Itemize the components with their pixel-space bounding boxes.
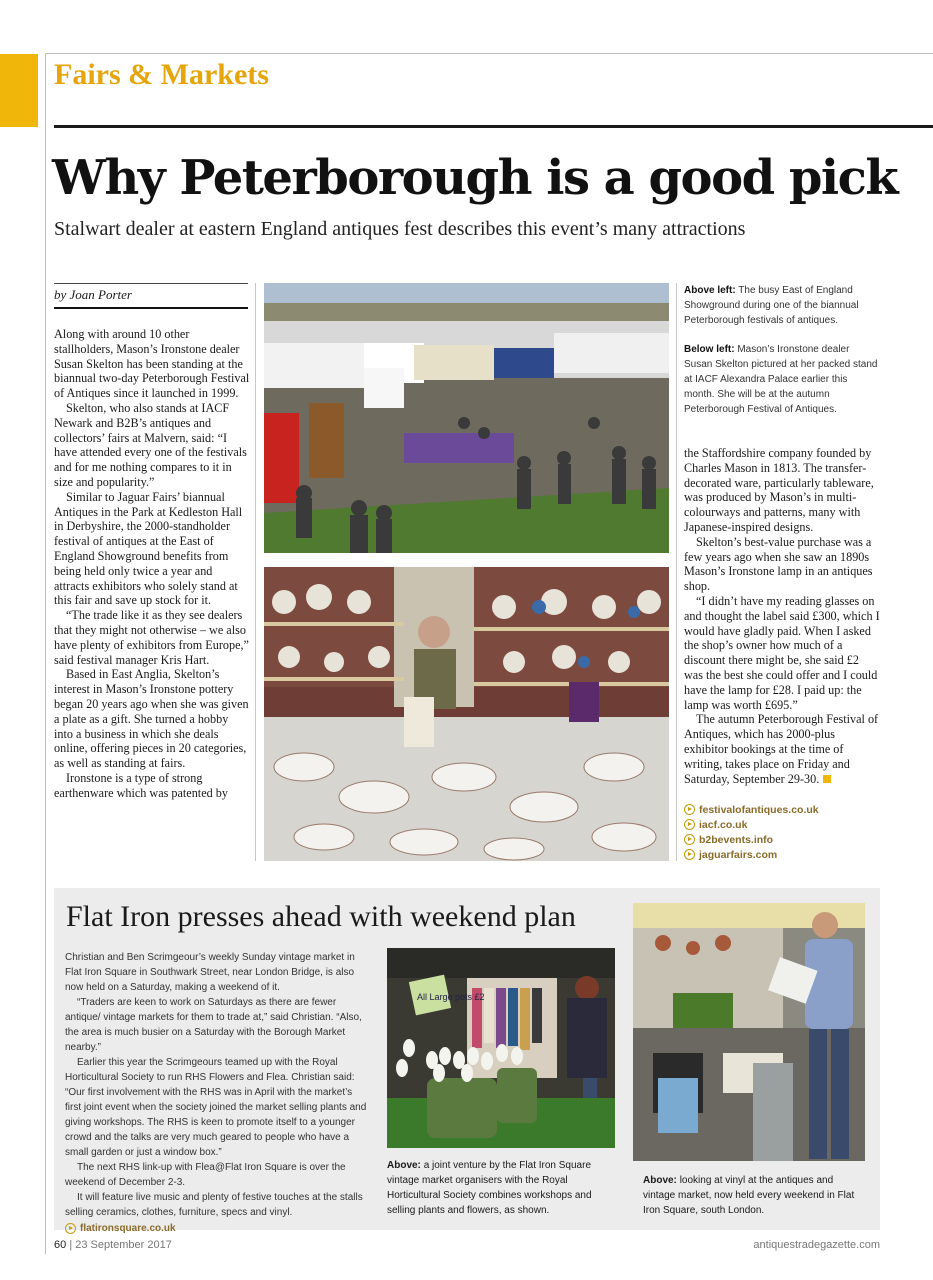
caption-text: Mason’s Ironstone dealer Susan Skelton pictured at her packed stand at IACF Alexandra Palace earlier this month. She will be at the autumn Peterborough Festival of Antiques. [684, 344, 878, 415]
section-tab [0, 54, 38, 127]
vinyl-caption [643, 1173, 868, 1218]
vinyl-photo [633, 903, 865, 1161]
link-b2bevents[interactable]: b2bevents.info [684, 832, 819, 847]
top-rule [45, 53, 933, 54]
box-title: Flat Iron presses ahead with weekend plan [66, 900, 576, 933]
footer-separator: | [69, 1239, 76, 1251]
page-number: 60 [54, 1239, 67, 1251]
issue-date: 23 September 2017 [75, 1239, 172, 1251]
link-jaguarfairs[interactable]: jaguarfairs.com [684, 847, 819, 862]
column-rule [676, 283, 677, 861]
box-text [65, 950, 370, 1236]
paragraph: “I didn’t have my reading glasses on and thought the label said £300, which I would have gladly paid. When I asked the shop’s owner how much of a discount there might be, she said £2 was the best she could offer and I could have the lamp for £28. I paid up: the lamp was worth £695.” [684, 593, 880, 712]
link-iacf[interactable]: iacf.co.uk [684, 817, 819, 832]
article-column-3 [684, 446, 880, 786]
paragraph: Christian and Ben Scrimgeour’s weekly Sunday vintage market in Flat Iron Square in Southwark Street, near London Bridge, is also now held on a Saturday, making a weekend of it. [65, 952, 355, 993]
vinyl-illustration [633, 903, 865, 1161]
paragraph: The next RHS link-up with Flea@Flat Iron Square is over the weekend of December 2-3. [65, 1162, 346, 1188]
caption-below-left [684, 342, 879, 417]
paragraph: Based in East Anglia, Skelton’s interest in Mason’s Ironstone pottery began 20 years ago when she was given a plate as a gift. She turned a hobby into a business in which she deals online, offering pieces in 20 categories, as well as standing at fairs. [54, 667, 249, 771]
column-rule [255, 283, 256, 861]
headline: Why Peterborough is a good pick [52, 150, 898, 206]
caption-above-left [684, 283, 874, 328]
header-rule [54, 125, 933, 128]
arrow-icon [684, 804, 695, 815]
arrow-icon [684, 834, 695, 845]
caption-label: Above: [387, 1160, 421, 1171]
paragraph: Along with around 10 other stallholders, Mason’s Ironstone dealer Susan Skelton has been standing at the biannual two-day Peterborough Festival of Antiques since it launched in 1999. [54, 327, 250, 401]
link-list [684, 802, 819, 862]
paragraph: The autumn Peterborough Festival of Antiques, which has 2000-plus exhibitor bookings at the time of writing, takes place on Friday and Saturday, September 29-30. [684, 712, 879, 786]
link-festival[interactable]: festivalofantiques.co.uk [684, 802, 819, 817]
showground-illustration [264, 283, 669, 553]
paragraph: Skelton’s best-value purchase was a few years ago when she saw an 1890s Mason’s Ironstone lamp in an antiques shop. [684, 534, 873, 594]
paragraph: “Traders are keen to work on Saturdays as there are fewer antique/ vintage markets for them to trade at,” said Christian. “Also, the area is much busier on a Saturday with the Borough Market nearby.” [65, 997, 362, 1053]
margin-rule [45, 54, 46, 1254]
flower-stall-caption [387, 1158, 615, 1218]
caption-label: Above: [643, 1175, 677, 1186]
dealer-stand-photo [264, 567, 669, 861]
standfirst: Stalwart dealer at eastern England antiques fest describes this event’s many attractions [54, 218, 746, 240]
paragraph: Ironstone is a type of strong earthenware which was patented by [54, 770, 228, 800]
caption-label: Above left: [684, 285, 736, 296]
flower-stall-illustration [387, 948, 615, 1148]
arrow-icon [684, 849, 695, 860]
paragraph: It will feature live music and plenty of festive touches at the stalls selling ceramics, clothes, furniture, specs and vinyl. [65, 1192, 363, 1218]
arrow-icon [65, 1223, 76, 1234]
paragraph: Earlier this year the Scrimgeours teamed up with the Royal Horticultural Society to run RHS Flowers and Flea. Christian said: “Our first involvement with the RHS was in April with the market’s first joint event when the society joined the market selling plants and giving workshops. The RHS is keen to promote itself to a younger crowd and the talks are very much geared to people who have a small garden or just a window box.” [65, 1057, 367, 1158]
flower-stall-photo [387, 948, 615, 1148]
caption-label: Below left: [684, 344, 735, 355]
byline: by Joan Porter [54, 287, 132, 302]
paragraph: Skelton, who also stands at IACF Newark and B2B’s antiques and collectors’ fairs at Malvern, said: “I have attended every one of the festivals and for me nothing compares to it in size and popularity.” [54, 400, 247, 489]
showground-photo [264, 283, 669, 553]
caption-text: The busy East of England Showground during one of the biannual Peterborough festivals of antiques. [684, 285, 859, 326]
caption-text: a joint venture by the Flat Iron Square vintage market organisers with the Royal Horticultural Society combines workshops and selling plants and flowers, as shown. [387, 1160, 592, 1216]
arrow-icon [684, 819, 695, 830]
article-column-1 [54, 327, 250, 801]
footer-site: antiquestradegazette.com [753, 1239, 880, 1251]
paragraph: “The trade like it as they see dealers that they might not otherwise – we also have plenty of exhibitors from Europe,” said festival manager Kris Hart. [54, 608, 249, 667]
footer-left [54, 1239, 172, 1251]
sign-text: All Large pots £2 [417, 992, 485, 1002]
paragraph: Similar to Jaguar Fairs’ biannual Antiques in the Park at Kedleston Hall in Derbyshire, the 2000-standholder festival of antiques at the East of England Showground benefits from being held only twice a year and attracts exhibitors who solely stand at this fair and save up stock for it. [54, 489, 243, 608]
end-mark [823, 775, 831, 783]
stand-illustration [264, 567, 669, 861]
link-flatiron[interactable]: flatironsquare.co.uk [65, 1221, 370, 1236]
caption-text: looking at vinyl at the antiques and vintage market, now held every weekend in Flat Iron Square, south London. [643, 1175, 855, 1216]
paragraph: the Staffordshire company founded by Charles Mason in 1813. The transfer-decorated ware, particularly tableware, was produced by Mason’s in multi-colourways and patterns, many with Japanese-inspired designs. [684, 446, 874, 534]
byline-block [54, 283, 248, 309]
section-label: Fairs & Markets [54, 58, 269, 91]
